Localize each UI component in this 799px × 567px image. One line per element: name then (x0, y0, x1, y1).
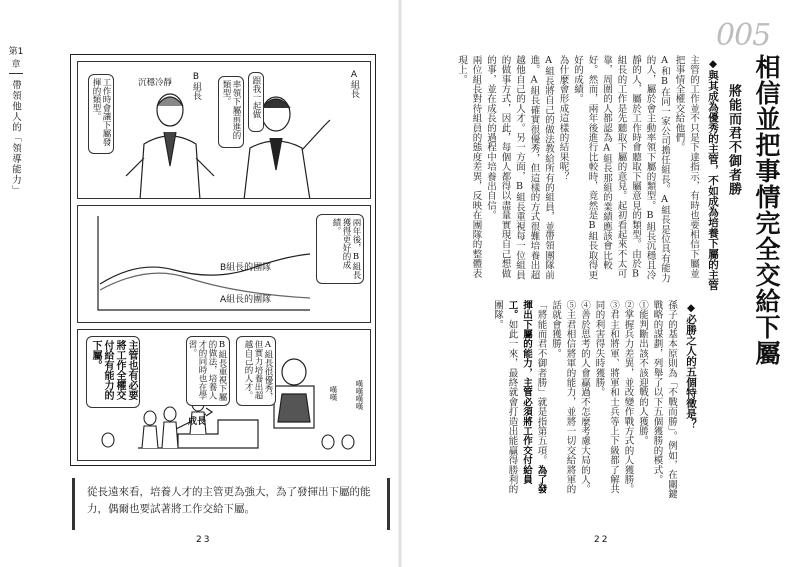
paragraph-1: 主管的工作並不只是下達指示，有時也要相信下屬並把事情全權交給他們。 (673, 55, 699, 279)
paragraph-7 (490, 300, 548, 500)
chapter-marker (6, 44, 26, 77)
leader-b-caption: 工作時會讓下屬發揮的類型。 (88, 74, 114, 154)
calm-label: 沉穩冷靜 (138, 78, 173, 88)
paragraph-4: A組長將自己的做法教給所有的組員，並帶領團隊前進。A組長確實很優秀，但這樣的方式很難培養出超越他自己的人才。另一方面，B組長重視每一位組員的做事方式，因此，每個人都得以盡量實現自己想做的事，並在成長的過程中培養出自信。 (485, 55, 554, 280)
paragraph-7-emphasis: 為了發揮出下屬的能力，主管必須將工作交付給員工。 (506, 300, 547, 495)
trait-2: ②掌握兵力差異，並改變作戰方式的人獲勝。 (622, 300, 634, 494)
paragraph-7-c: 如此一來，最終就會打造出能贏得勝利的團隊。 (492, 300, 518, 495)
page-gutter (398, 0, 402, 567)
comic-panel-1 (77, 61, 371, 199)
section-number: 005 (716, 18, 771, 53)
paragraph-7-a: 「將能而君不御者勝」就是指第五項。 (535, 300, 547, 465)
two-years-note: 兩年後，B組長獲得更好的成績。 (316, 214, 364, 284)
side-title: 帶領他人的「領導能力」 (10, 80, 21, 196)
paragraph-2: A和B在同一家公司擔任組長。A組長是位具有能力的人，屬於會主動率領下屬的類型。B組長沉穩且冷靜的人，屬於工作時會聽取下屬意見的類型。由於B組長的工作是先聽取下屬的意見。起初看起來不太可靠，周圍的人都認為A組長那組的業績應該會比較好。然而，兩年後進行比較時，竟然是B組長取得更好的成績。 (572, 55, 670, 283)
comic-caption: 從長遠來看，培養人才的主管更為強大，為了發揮出下屬的能力，偶爾也要試著將工作交給下屬。 (72, 478, 390, 530)
comic-strip (70, 54, 376, 466)
comic-panel-3 (77, 329, 371, 461)
trait-1: ①能判斷出該不該迎戰的人獲勝。 (637, 300, 648, 446)
leader-a-caption: 率領下屬前進的類型。 (218, 76, 244, 148)
left-page-number: 23 (196, 535, 212, 545)
section-title: 相信並把事情完全交給下屬 (752, 54, 781, 366)
paragraph-5: 兩位組長對待組員的態度差異，反映在團隊的整體表現上。 (456, 55, 482, 279)
leader-a-label: A組長 (349, 70, 359, 98)
leader-b-note: B組長重視下屬的做法，培養人才的同時也在學習。 (186, 336, 230, 406)
trait-3: ③君主和將軍、將軍和士兵等上下級都了解共同的利害得失時獲勝。 (593, 300, 619, 494)
team-b-line-label: B組長的團隊 (220, 263, 272, 273)
team-a-line-label: A組長的團隊 (220, 295, 272, 305)
king-figure (274, 359, 314, 428)
trait-5: ⑤主君相信將軍的能力，並將一切交給將軍的話就會獲勝。 (550, 300, 576, 494)
leader-a-note: A組長很優秀，但實力培養出超越自己的人才。 (236, 336, 276, 406)
body-text-lower (420, 300, 678, 500)
growth-label: 成長 (188, 417, 207, 427)
crowd-exclaim-2: 嘆嘆嘆嘆 (355, 380, 364, 410)
team-a-line (100, 273, 310, 298)
leader-b-label: B組長 (191, 72, 201, 100)
body-text-upper (420, 55, 700, 285)
paragraph-3: 為什麼會形成這樣的結果呢？ (557, 55, 569, 182)
takeaway-bubble: 主管也有必要將工作全權交付給有能力的下屬。 (86, 336, 140, 408)
comic-panel-2 (77, 205, 371, 323)
chapter-label: 第1章 (8, 47, 24, 70)
right-page-number: 22 (594, 535, 610, 545)
team-b-line (100, 254, 310, 284)
section-subtitle: 將能而君不御者勝 (726, 84, 741, 196)
paragraph-6: 孫子的基本原則為「不戰而勝」。例如，在關鍵戰略的謀劃，列舉了以下五個獲勝的模式。 (651, 300, 677, 499)
lead-heading: ◆與其成為優秀的主管，不如成為培養下屬的主管 (707, 58, 719, 291)
crowd-exclaim-1: 嘆嘆 (329, 386, 338, 401)
five-traits-heading: ◆必勝之人的五個特徵是？ (685, 302, 697, 430)
trait-4: ④善於思考的人會贏過不怎麼考慮大局的人。 (579, 300, 590, 494)
leader-a-speech-bubble: 跟我一起做 (248, 72, 264, 132)
chapter-rule (9, 73, 23, 74)
